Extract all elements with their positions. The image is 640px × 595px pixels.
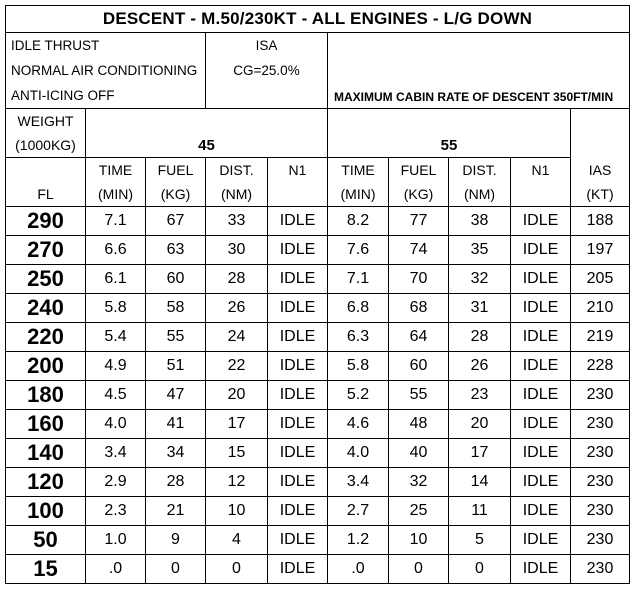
n1-45-cell: IDLE [268,381,328,410]
n1-55-cell: IDLE [511,410,571,439]
n1-55-cell: IDLE [511,555,571,584]
fuel-45-cell: 60 [146,265,206,294]
fuel-unit-55: (KG) [389,182,449,207]
dist-55-cell: 26 [449,352,511,381]
n1-55-cell: IDLE [511,352,571,381]
n1-45-cell: IDLE [268,207,328,236]
time-55-cell: 2.7 [328,497,389,526]
fuel-45-cell: 9 [146,526,206,555]
dist-45-cell: 20 [206,381,268,410]
n1-header-45: N1 [268,158,328,207]
n1-55-cell: IDLE [511,526,571,555]
flight-level-cell: 290 [6,207,86,236]
condition-anti-icing: ANTI-ICING OFF [6,83,206,109]
weight-45-header: 45 [86,109,328,158]
ias-label: IAS [588,162,612,178]
n1-45-cell: IDLE [268,410,328,439]
table-row [6,526,630,555]
fuel-unit-45: (KG) [146,182,206,207]
fuel-55-cell: 0 [389,555,449,584]
n1-header-55: N1 [511,158,571,207]
time-45-cell: 6.1 [86,265,146,294]
dist-45-cell: 33 [206,207,268,236]
time-55-cell: 4.6 [328,410,389,439]
n1-55-cell: IDLE [511,497,571,526]
fuel-45-cell: 51 [146,352,206,381]
fuel-55-cell: 55 [389,381,449,410]
condition-idle-thrust: IDLE THRUST [6,33,206,59]
n1-55-cell: IDLE [511,439,571,468]
dist-55-cell: 28 [449,323,511,352]
table-row [6,236,630,265]
dist-45-cell: 24 [206,323,268,352]
flight-level-cell: 50 [6,526,86,555]
table-row [6,207,630,236]
n1-45-cell: IDLE [268,294,328,323]
ias-cell: 188 [571,207,630,236]
fuel-55-cell: 74 [389,236,449,265]
dist-55-cell: 5 [449,526,511,555]
dist-55-cell: 35 [449,236,511,265]
fuel-45-cell: 34 [146,439,206,468]
dist-55-cell: 11 [449,497,511,526]
fuel-55-cell: 10 [389,526,449,555]
fuel-45-cell: 58 [146,294,206,323]
fuel-55-cell: 25 [389,497,449,526]
time-45-cell: 4.5 [86,381,146,410]
dist-header-55: DIST. [449,158,511,183]
time-45-cell: 3.4 [86,439,146,468]
time-45-cell: 5.8 [86,294,146,323]
flight-level-cell: 220 [6,323,86,352]
ias-cell: 228 [571,352,630,381]
dist-45-cell: 17 [206,410,268,439]
cg-label: CG=25.0% [206,58,328,83]
ias-unit: (KT) [586,186,614,202]
time-55-cell: 6.8 [328,294,389,323]
n1-55-cell: IDLE [511,294,571,323]
n1-45-cell: IDLE [268,236,328,265]
fuel-55-cell: 77 [389,207,449,236]
table-row [6,294,630,323]
n1-45-cell: IDLE [268,497,328,526]
fuel-55-cell: 60 [389,352,449,381]
fuel-header-45: FUEL [146,158,206,183]
time-55-cell: 3.4 [328,468,389,497]
flight-level-cell: 240 [6,294,86,323]
fuel-55-cell: 64 [389,323,449,352]
dist-55-cell: 31 [449,294,511,323]
dist-45-cell: 30 [206,236,268,265]
fuel-header-55: FUEL [389,158,449,183]
dist-unit-55: (NM) [449,182,511,207]
max-cabin-rate-note: MAXIMUM CABIN RATE OF DESCENT 350FT/MIN [328,33,630,109]
time-55-cell: 7.1 [328,265,389,294]
isa-label: ISA [206,33,328,59]
flight-level-cell: 15 [6,555,86,584]
dist-45-cell: 15 [206,439,268,468]
time-55-cell: 6.3 [328,323,389,352]
n1-45-cell: IDLE [268,555,328,584]
descent-table-sheet [5,5,630,584]
ias-cell: 197 [571,236,630,265]
ias-cell: 219 [571,323,630,352]
flight-level-cell: 160 [6,410,86,439]
dist-45-cell: 10 [206,497,268,526]
table-row [6,323,630,352]
dist-45-cell: 28 [206,265,268,294]
n1-45-cell: IDLE [268,439,328,468]
fuel-55-cell: 48 [389,410,449,439]
time-55-cell: .0 [328,555,389,584]
flight-level-cell: 200 [6,352,86,381]
fuel-45-cell: 28 [146,468,206,497]
time-45-cell: 4.0 [86,410,146,439]
n1-45-cell: IDLE [268,265,328,294]
dist-55-cell: 32 [449,265,511,294]
n1-55-cell: IDLE [511,265,571,294]
time-header-45: TIME [86,158,146,183]
fuel-55-cell: 68 [389,294,449,323]
weight-55-header: 55 [328,109,571,158]
dist-55-cell: 38 [449,207,511,236]
fuel-45-cell: 0 [146,555,206,584]
n1-55-cell: IDLE [511,207,571,236]
fuel-45-cell: 41 [146,410,206,439]
dist-header-45: DIST. [206,158,268,183]
descent-performance-table [5,5,630,584]
n1-55-cell: IDLE [511,236,571,265]
flight-level-cell: 270 [6,236,86,265]
time-55-cell: 7.6 [328,236,389,265]
n1-55-cell: IDLE [511,381,571,410]
flight-level-cell: 140 [6,439,86,468]
fuel-45-cell: 47 [146,381,206,410]
fuel-45-cell: 21 [146,497,206,526]
dist-55-cell: 0 [449,555,511,584]
dist-45-cell: 26 [206,294,268,323]
fuel-45-cell: 55 [146,323,206,352]
table-row [6,439,630,468]
fuel-45-cell: 67 [146,207,206,236]
ias-header [571,109,630,207]
n1-55-cell: IDLE [511,468,571,497]
weight-label: WEIGHT [6,109,86,134]
ias-cell: 205 [571,265,630,294]
flight-level-cell: 100 [6,497,86,526]
fuel-45-cell: 63 [146,236,206,265]
n1-45-cell: IDLE [268,352,328,381]
time-45-cell: 6.6 [86,236,146,265]
time-45-cell: 2.3 [86,497,146,526]
time-55-cell: 5.8 [328,352,389,381]
dist-45-cell: 4 [206,526,268,555]
ias-cell: 230 [571,526,630,555]
flight-level-cell: 120 [6,468,86,497]
table-row [6,555,630,584]
table-row [6,468,630,497]
time-55-cell: 5.2 [328,381,389,410]
ias-cell: 230 [571,439,630,468]
ias-cell: 230 [571,468,630,497]
dist-45-cell: 0 [206,555,268,584]
fuel-55-cell: 32 [389,468,449,497]
weight-unit: (1000KG) [6,133,86,158]
ias-cell: 230 [571,497,630,526]
n1-45-cell: IDLE [268,468,328,497]
dist-45-cell: 12 [206,468,268,497]
dist-55-cell: 23 [449,381,511,410]
time-unit-45: (MIN) [86,182,146,207]
time-45-cell: 2.9 [86,468,146,497]
ias-cell: 230 [571,381,630,410]
time-45-cell: 5.4 [86,323,146,352]
fuel-55-cell: 70 [389,265,449,294]
time-45-cell: 7.1 [86,207,146,236]
table-row [6,352,630,381]
flight-level-cell: 180 [6,381,86,410]
dist-55-cell: 14 [449,468,511,497]
fl-label: FL [6,158,86,207]
time-45-cell: 1.0 [86,526,146,555]
dist-45-cell: 22 [206,352,268,381]
table-title: DESCENT - M.50/230KT - ALL ENGINES - L/G DOWN [6,6,630,33]
time-45-cell: .0 [86,555,146,584]
table-row [6,497,630,526]
condition-air-conditioning: NORMAL AIR CONDITIONING [6,58,206,83]
dist-55-cell: 17 [449,439,511,468]
ias-cell: 230 [571,555,630,584]
time-header-55: TIME [328,158,389,183]
fuel-55-cell: 40 [389,439,449,468]
blank-cell [206,83,328,109]
n1-45-cell: IDLE [268,526,328,555]
time-unit-55: (MIN) [328,182,389,207]
table-row [6,381,630,410]
table-row [6,265,630,294]
n1-55-cell: IDLE [511,323,571,352]
flight-level-cell: 250 [6,265,86,294]
dist-unit-45: (NM) [206,182,268,207]
time-55-cell: 1.2 [328,526,389,555]
ias-cell: 210 [571,294,630,323]
time-55-cell: 4.0 [328,439,389,468]
ias-cell: 230 [571,410,630,439]
time-45-cell: 4.9 [86,352,146,381]
time-55-cell: 8.2 [328,207,389,236]
n1-45-cell: IDLE [268,323,328,352]
table-row [6,410,630,439]
dist-55-cell: 20 [449,410,511,439]
